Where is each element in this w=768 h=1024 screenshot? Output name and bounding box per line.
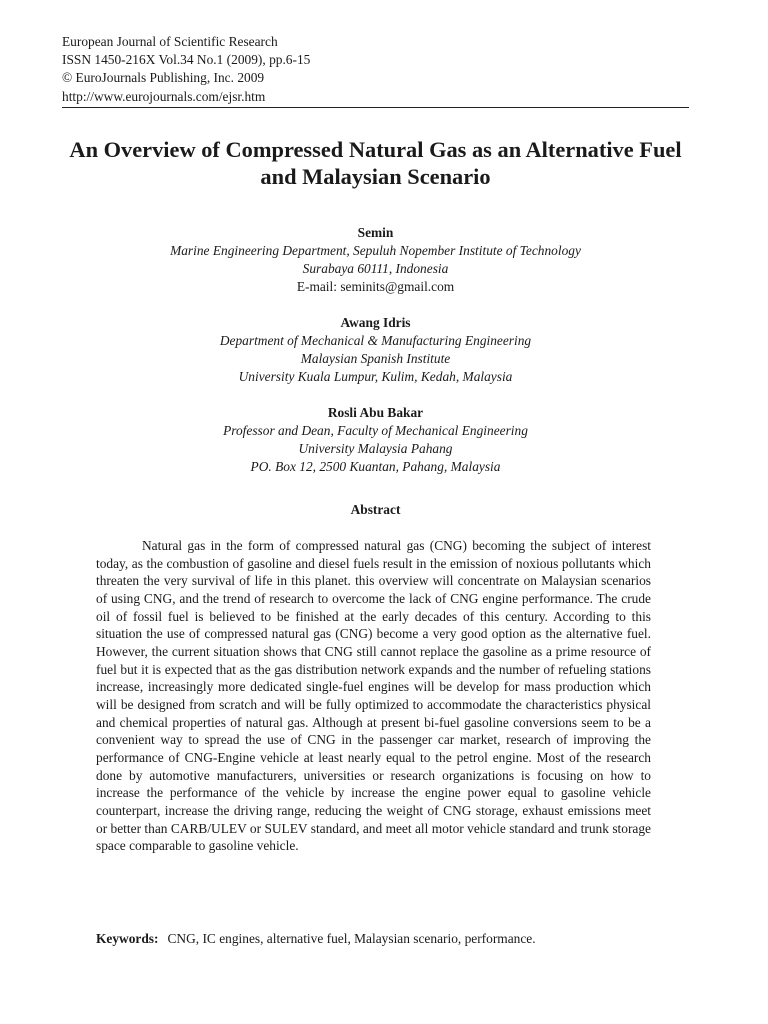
author-block-semin <box>62 224 689 296</box>
author-affiliation-line: Surabaya 60111, Indonesia <box>302 261 449 276</box>
journal-copyright: © EuroJournals Publishing, Inc. 2009 <box>62 70 265 86</box>
journal-issn: ISSN 1450-216X Vol.34 No.1 (2009), pp.6-15 <box>62 52 311 68</box>
author-name: Semin <box>357 225 394 240</box>
keywords-value: CNG, IC engines, alternative fuel, Malaysian scenario, performance. <box>167 931 536 946</box>
author-affiliation-line: PO. Box 12, 2500 Kuantan, Pahang, Malaysia <box>250 459 501 474</box>
abstract-text: Natural gas in the form of compressed natural gas (CNG) becoming the subject of interest today, as the combustion of gasoline and diesel fuels result in the emission of noxious pollutants which threaten the very survival of life in this planet. this overview will concentrate on Malaysian scenarios of using CNG, and the trend of research to overcome the lack of CNG engine performance. The crude oil of fossil fuel is believed to be finished at the early decades of this century. According to this situation the use of compressed natural gas (CNG) become a very good option as the alternative fuel. However, the current situation shows that CNG still cannot replace the gasoline as a prime resource of fuel but it is expected that as the gas distribution network expands and the number of refueling stations increase, increasingly more dedicated single-fuel engines will be develop for mass production which will be designed from scratch and will be fully optimized to accommodate the characteristics physical and chemical properties of natural gas. Although at present bi-fuel gasoline conversions seem to be a convenient way to spread the use of CNG in the passenger car market, research of improving the performance of CNG-Engine vehicle at least nearly equal to the petrol engine. Most of the research done by automotive manufacturers, universities or research organizations is focusing on how to increase the performance of the vehicle by increase the engine power equal to gasoline vehicle counterpart, increase the driving range, reducing the weight of CNG storage, exhaust emissions meet or better than CARB/ULEV or SULEV standard, and meet all motor vehicle standard and trunk storage space comparable to gasoline vehicle. <box>96 538 651 854</box>
abstract-heading: Abstract <box>350 502 401 517</box>
author-block-rosli-abu-bakar <box>62 404 689 476</box>
author-affiliation-line: Marine Engineering Department, Sepuluh Nopember Institute of Technology <box>170 243 581 258</box>
author-affiliation-line: Malaysian Spanish Institute <box>300 351 451 366</box>
author-name: Rosli Abu Bakar <box>327 405 424 420</box>
author-affiliation-line: University Kuala Lumpur, Kulim, Kedah, Malaysia <box>238 369 513 384</box>
author-affiliation-line: Professor and Dean, Faculty of Mechanical Engineering <box>223 423 528 438</box>
authors-section <box>62 224 689 494</box>
author-affiliation-line: University Malaysia Pahang <box>298 441 453 456</box>
journal-url[interactable]: http://www.eurojournals.com/ejsr.htm <box>62 88 266 104</box>
author-affiliation-line: Department of Mechanical & Manufacturing Engineering <box>219 333 532 348</box>
header-divider <box>62 107 689 108</box>
journal-header <box>62 33 310 106</box>
author-block-awang-idris <box>62 314 689 386</box>
paper-title: An Overview of Compressed Natural Gas as an Alternative Fuel and Malaysian Scenario <box>69 137 682 189</box>
author-email[interactable]: E-mail: seminits@gmail.com <box>296 279 455 294</box>
journal-name: European Journal of Scientific Research <box>62 34 278 49</box>
keywords-label: Keywords: <box>96 931 159 946</box>
keywords-line <box>96 930 676 948</box>
author-name: Awang Idris <box>340 315 411 330</box>
